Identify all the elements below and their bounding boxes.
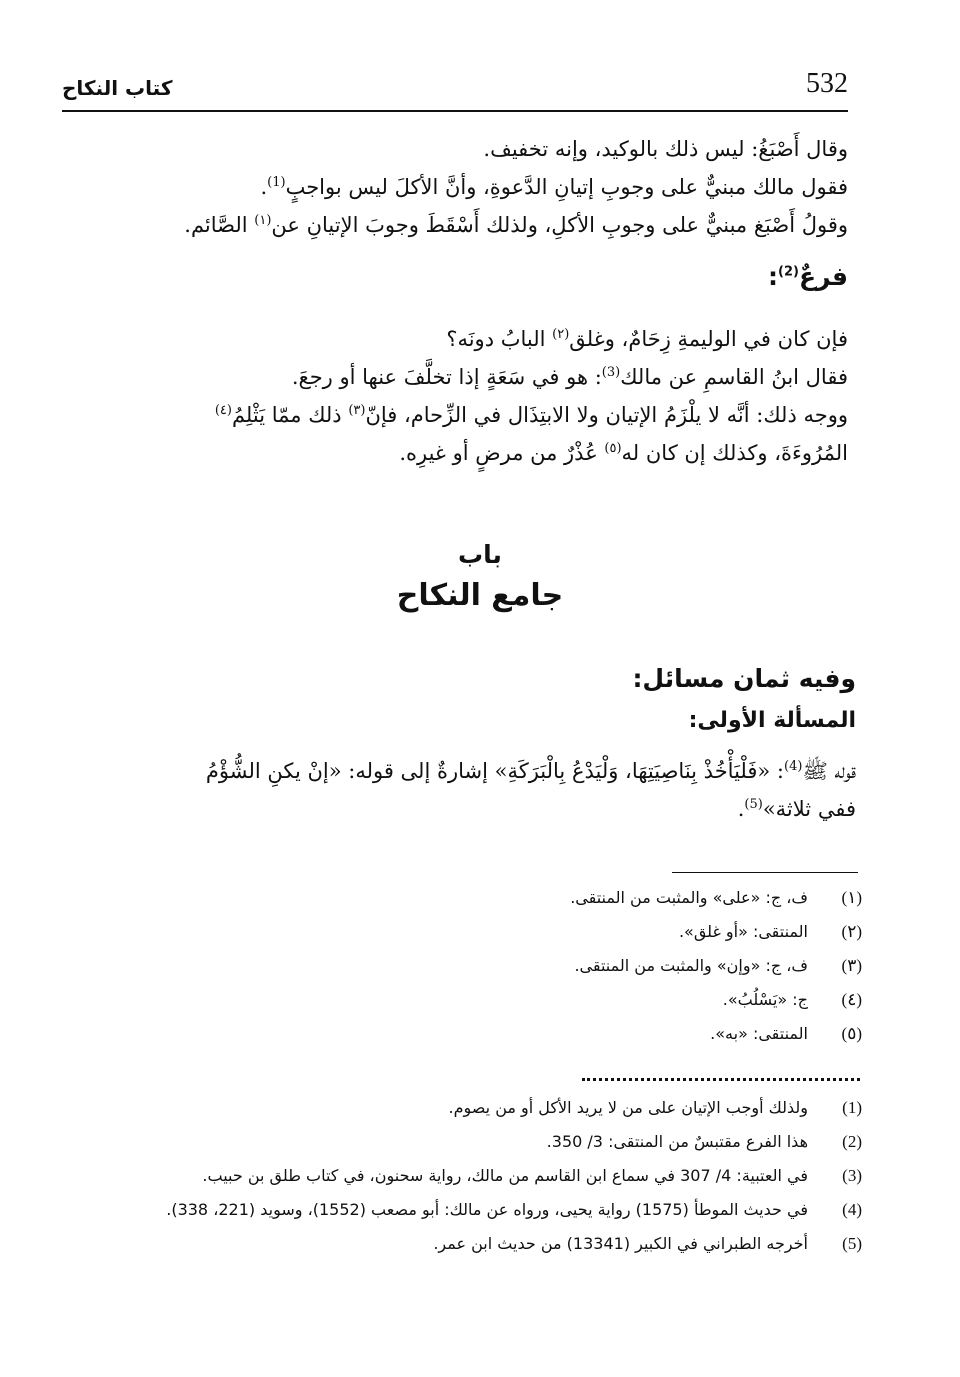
dotted-rule [582,1078,860,1081]
footnote-ref: (4) [784,759,803,774]
variant-note: (٣) ف، ج: «وإن» والمثبت من المنتقى. [574,956,862,975]
branch-heading: فرعٌ$^{(2)}$: [768,262,848,291]
footnote-ref: (5) [744,797,763,812]
commentary-note: (3) في العتبية: 4/ 307 في سماع ابن القاسم من مالك، رواية سحنون، في كتاب طلق بن حبيب. [202,1166,862,1185]
commentary-note: (2) هذا الفرع مقتبسٌ من المنتقى: 3/ 350. [546,1132,862,1151]
issue-title: المسألة الأولى: [688,708,856,733]
running-title: كتاب النكاح [62,76,173,100]
branch-line-3: ووجه ذلك: أنَّه لا يلْزَمُ الإتيان ولا الابتِذَال في الزِّحام، فإنّ$^{(٣)}$ ذلك ممّا يَثْلِمُ$^{(٤)}$ [214,403,848,427]
opening-paragraph [184,130,848,244]
footnote-ref: (٥) [604,441,622,456]
footnote-ref: (2) [778,264,799,280]
opening-line-1: وقال أَصْبَغُ: ليس ذلك بالوكيد، وإنه تخفيف. [483,137,848,161]
footnote-ref: (1) [267,175,286,190]
opening-line-2: فقول مالك مبنيٌّ على وجوبِ إتيانِ الدَّعوةِ، وأنَّ الأكلَ ليس بواجبٍ$^{(1)}$. [260,175,848,199]
branch-line-1: فإن كان في الوليمةِ زِحَامٌ، وغلق$^{(٢)}$ البابُ دونَه؟ [446,327,848,351]
footnote-ref: (١) [254,213,272,228]
variant-note: (٤) ج: «يَسْلُبُ». [722,990,862,1009]
branch-line-4: المُرُوءَةَ، وكذلك إن كان له$^{(٥)}$ عُذْرٌ من مرضٍ أو غيرِه. [399,441,848,465]
commentary-note: (4) في حديث الموطأ (1575) رواية يحيى، ورواه عن مالك: أبو مصعب (1552)، وسويد (221، 338). [166,1200,862,1219]
footnote-ref: (٤) [214,403,232,418]
opening-line-3: وقولُ أَصْبَغ مبنيٌّ على وجوبِ الأكلِ، ولذلك أَسْقَطَ وجوبَ الإتيانِ عن$^{(١)}$ الصَّائم. [184,213,848,237]
issue-line-2: ففي ثلاثة»$^{(5)}$. [737,797,856,821]
commentary-note: (1) ولذلك أوجب الإتيان على من لا يريد الأكل أو من يصوم. [448,1098,862,1117]
header-rule [62,110,848,112]
chapter-title: جامع النكاح [396,578,564,613]
variant-note: (٥) المنتقى: «به». [710,1024,862,1043]
commentary-notes [166,1098,862,1268]
page-header [62,64,848,104]
variant-notes [570,888,862,1058]
section-intro: وفيه ثمان مسائل: [632,664,856,693]
footnote-ref: (3) [601,365,621,380]
issue-paragraph [206,752,856,828]
footnote-ref: (٢) [552,327,570,342]
footnote-rule [672,872,858,873]
chapter-label: باب [458,540,502,569]
issue-line-1: قوله ﷺ$^{(4)}$: «فَلْيَأْخُذْ بِنَاصِيَتِهَا، وَلْيَدْعُ بِالْبَرَكَةِ» إشارةٌ إلى قوله: «إنْ يكنِ الشُّؤْمُ [205,759,856,783]
branch-paragraph [215,320,848,472]
page-number: 532 [806,68,848,99]
commentary-note: (5) أخرجه الطبراني في الكبير (13341) من حديث ابن عمر. [433,1234,862,1253]
footnote-ref: (٣) [348,403,366,418]
variant-note: (٢) المنتقى: «أو غلق». [678,922,862,941]
branch-line-2: فقال ابنُ القاسمِ عن مالك$^{(3)}$: هو في سَعَةٍ إذا تخلَّفَ عنها أو رجعَ. [291,365,848,389]
variant-note: (١) ف، ج: «على» والمثبت من المنتقى. [570,888,862,907]
